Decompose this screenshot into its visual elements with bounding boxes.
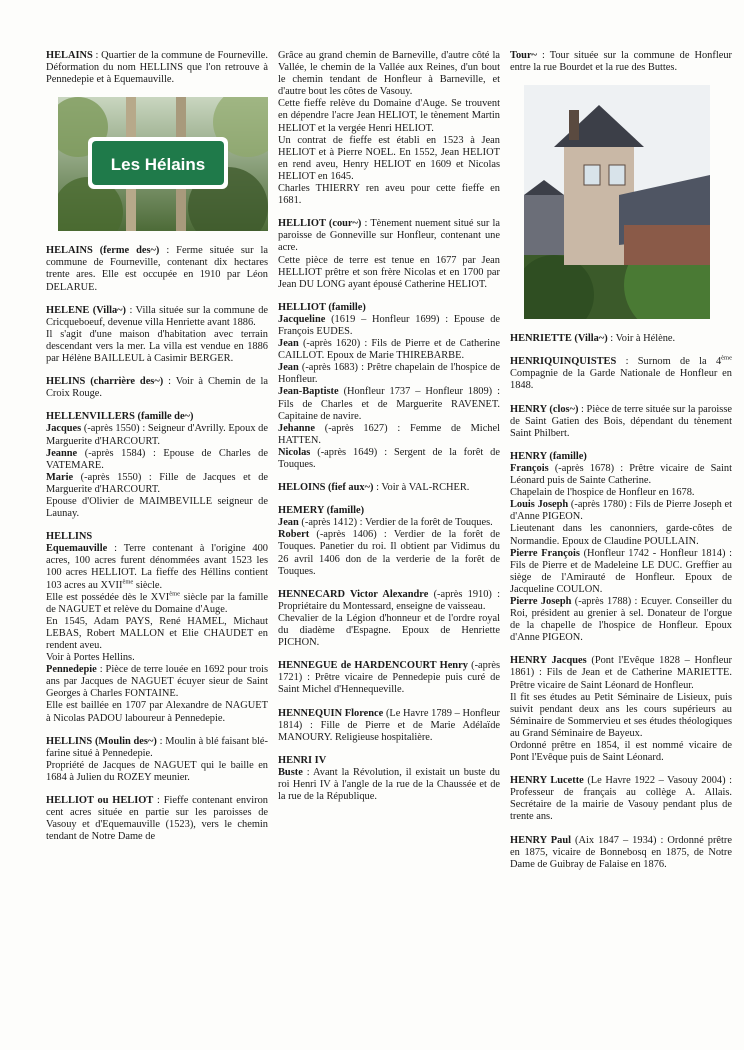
entry-text: Elle est possédée dès le XVI <box>46 591 170 603</box>
entry-hemery <box>278 505 500 578</box>
entry-text: : Pièce de terre située sur la paroisse de Saint Gatien des Bois, dépendant du tènement Saint Philbert. <box>510 403 732 439</box>
entry-text: (Aix 1847 – 1934) : Ordonné prêtre en 1875, vicaire de Bonnebosq en 1875, de Notre Dame de Guibray de Falaise en 1876. <box>510 834 732 870</box>
entry-henri-iv <box>278 755 500 803</box>
person-name: Jean <box>278 338 299 350</box>
entry-hennecard <box>278 589 500 649</box>
entry-text: Chapelain de l'hospice de Honfleur en 1678. <box>510 487 695 499</box>
place-name: Pennedepie <box>46 664 97 676</box>
sign-text: Les Hélains <box>110 155 206 175</box>
entry-hennequin <box>278 708 500 744</box>
person-name: Marie <box>46 471 74 483</box>
entry-heading: HENRI IV <box>278 754 327 766</box>
photo-tower-house <box>524 85 710 319</box>
entry-helins-charriere <box>46 376 268 400</box>
entry-text: (-après 1620) : Fils de Pierre et de Catherine CAILLOT. Epoux de Marie THIREBARBE. <box>278 338 500 362</box>
entry-heading: HELLINS <box>46 531 93 543</box>
tower-photo-illustration <box>524 85 710 319</box>
entry-heading: HELLIOT ou HELIOT <box>46 795 154 807</box>
entry-heading: HENNEGUE de HARDENCOURT Henry <box>278 660 468 672</box>
entry-text: (-après 1627) : Femme de Michel HATTEN. <box>278 422 500 446</box>
photo-les-helains-sign <box>58 97 268 231</box>
person-name: Jehanne <box>278 422 315 434</box>
entry-heading: HENRY (clos~) <box>510 403 579 415</box>
entry-text: (-après 1412) : Verdier de la forêt de Touques. <box>298 517 493 529</box>
entry-text: : Ferme située sur la commune de Fourneville, contenant dix hectares trente ares. Elle est occupée en 1910 par Léon DELARUE. <box>46 245 268 293</box>
entry-text: : Fieffe contenant environ cent acres située en partie sur les paroisses de Vasouy et d'Equemauville (1523), vers le chemin tendant de Notre Dame de <box>46 795 268 843</box>
column-3 <box>510 50 732 882</box>
entry-text: (-après 1584) : Epouse de Charles de VATEMARE. <box>46 447 268 471</box>
entry-henriette <box>510 333 732 345</box>
entry-text: (Honfleur 1737 – Honfleur 1809) : Fils de Charles et de Marguerite RAVENET. Capitaine de navire. <box>278 386 500 422</box>
entry-heading: HELLINS (Moulin des~) <box>46 735 157 747</box>
entry-hennegue <box>278 660 500 696</box>
person-name: Pierre Joseph <box>510 595 572 607</box>
entry-heading: HENRIQUINQUISTES <box>510 356 617 368</box>
entry-text: Grâce au grand chemin de Barneville, d'autre côté la Vallée, le chemin de la Vallée aux Reines, d'un bout le chemin tendant de Honfleur à Barneville, et d'autre bout les côtes de Vasouy. <box>278 50 500 98</box>
entry-text: siècle par la famille de NAGUET et relève du Domaine d'Auge. <box>46 591 268 615</box>
entry-text: Cette pièce de terre est tenue en 1677 par Jean HELLIOT prêtre et son frère Nicolas et en 1700 par Jean DU LONG ayant épousé Catherine HELIOT. <box>278 254 500 290</box>
entry-text: (-après 1683) : Prêtre chapelain de l'hospice de Honfleur. <box>278 362 500 386</box>
entry-henriquinquistes <box>510 356 732 392</box>
entry-heading: HELAINS (ferme des~) <box>46 245 160 257</box>
entry-text: (-après 1550) : Fille de Jacques et de Marguerite d'HARCOURT. <box>46 471 268 495</box>
entry-heading: HELINS (charrière des~) <box>46 376 164 388</box>
entry-tour <box>510 50 732 74</box>
entry-heloins <box>278 482 500 494</box>
entry-hellins <box>46 531 268 725</box>
sub-heading: Buste <box>278 766 303 778</box>
entry-henry-clos <box>510 404 732 440</box>
entry-text: (Pont l'Evêque 1828 – Honfleur 1861) : Fils de Jean et de Catherine MARIETTE. Prêtre vicaire de Saint Léonard de Honfleur. <box>510 655 732 691</box>
entry-heading: HEMERY (famille) <box>278 505 365 517</box>
entry-text: (1619 – Honfleur 1699) : Epouse de François EUDES. <box>278 313 500 337</box>
superscript: ème <box>169 590 181 598</box>
entry-text: : Voir à Chemin de la Croix Rouge. <box>46 376 269 400</box>
entry-hellenvillers <box>46 411 268 520</box>
place-name: Equemauville <box>46 543 108 555</box>
entry-text: (-après 1550) : Seigneur d'Avrilly. Epoux de Marguerite d'HARCOURT. <box>46 423 268 447</box>
entry-text: Propriété de Jacques de NAGUET qui le baille en 1684 à Julien du ROZEY meunier. <box>46 759 268 783</box>
entry-heading: HELENE (Villa~) <box>46 304 127 316</box>
entry-helene-villa <box>46 305 268 365</box>
entry-text: (Honfleur 1742 - Honfleur 1814) : Fils de Pierre et de Madeleine LE DUC. Greffier au siège de l'Amirauté de Honfleur. Epoux de Jacqueline COULON. <box>510 547 733 595</box>
entry-text: (-après 1788) : Ecuyer. Conseiller du Roi, président au grenier à sel. Donateur de l'orgue de la chapelle de l'hospice de Honfleur. Epoux d'Anne PIGEON. <box>510 595 732 644</box>
entry-heading: HELAINS <box>46 50 93 61</box>
entry-helliot-continued <box>278 50 500 207</box>
entry-henry-jacques <box>510 655 732 764</box>
column-1 <box>46 50 268 854</box>
entry-heading: HELLIOT (famille) <box>278 301 366 313</box>
entry-text: : Quartier de la commune de Fourneville. Déformation du nom HELLINS que l'on retrouve à Pennedepie et à Equemauville. <box>46 50 268 86</box>
person-name: François <box>510 462 549 474</box>
entry-helains-ferme <box>46 245 268 293</box>
entry-text: Voir à Portes Hellins. <box>46 652 135 664</box>
entry-text: (-après 1678) : Prêtre vicaire de Saint Léonard puis de Sainte Catherine. <box>510 462 732 487</box>
person-name: Robert <box>278 529 310 541</box>
entry-text: : Voir à Hélène. <box>607 333 676 345</box>
entry-text: : Terre contenant à l'origine 400 acres, 100 acres furent dénommées avant 1523 les 100 acres HELLIOT. La fieffe des Héllins contient 103 acres au XVII <box>46 543 268 591</box>
entry-heading: HENRY Jacques <box>510 655 587 667</box>
entry-text: Il s'agit d'une maison d'habitation avec terrain descendant vers la mer. La villa est vendue en 1886 par Hélène BAILLEUL à Casimir BERGER. <box>46 328 268 365</box>
superscript: ème <box>122 578 134 586</box>
entry-text: (-après 1721) : Prêtre vicaire de Pennedepie puis curé de Saint Michel d'Hennequeville. <box>278 660 500 696</box>
entry-text: (Le Havre 1789 – Honfleur 1814) : Fille de Pierre et de Marie Adélaïde MANOURY. Religieuse hospitalière. <box>278 707 500 743</box>
sign-photo-illustration <box>58 97 268 231</box>
entry-text: Chevalier de la Légion d'honneur et de l'ordre royal du diadème d'Espagne. Epoux de Henriette PICHON. <box>278 612 500 649</box>
entry-text: Lieutenant dans les canonniers, garde-côtes de Normandie. Epoux de Claudine POULLAIN. <box>510 523 732 547</box>
entry-text: siècle. <box>133 579 163 591</box>
entry-helliot-fieffe <box>46 795 268 843</box>
entry-heading: HELOINS (fief aux~) <box>278 482 374 494</box>
entry-text: (Le Havre 1922 – Vasouy 2004) : Professeur de français au collège A. Allais. Secrétaire de la mairie de Vasouy pendant plus de trente ans. <box>510 775 732 823</box>
entry-text: (-après 1406) : Verdier de la forêt de Touques. Panetier du roi. Il obtient par Vidimus du 26 avril 1406 don de la verderie de la forêt de Touques. <box>278 529 500 577</box>
entry-heading: HENRY Paul <box>510 834 572 846</box>
entry-text: Cette fieffe relève du Domaine d'Auge. Se trouvent en dépendre l'acre Jean HELIOT, le tènement Martin HELIOT et la vergée Henri HELIOT. <box>278 98 500 134</box>
entry-text: Elle est baillée en 1707 par Alexandre de NAGUET à Nicolas PADOU laboureur à Pennedepie. <box>46 700 268 724</box>
person-name: Louis Joseph <box>510 499 569 511</box>
entry-henry-paul <box>510 835 732 871</box>
person-name: Jacques <box>46 423 82 435</box>
entry-heading: HENNEQUIN Florence <box>278 707 384 719</box>
entry-text: : Tour située sur la commune de Honfleur entre la rue Bourdet et la rue des Buttes. <box>510 50 732 74</box>
entry-heading: HENRIETTE (Villa~) <box>510 333 608 345</box>
person-name: Jeanne <box>46 447 78 459</box>
entry-text: : Avant la Révolution, il existait un buste du roi Henri IV à l'angle de la rue de la Chaussée et de la rue de la République. <box>278 766 500 803</box>
entry-text: (-après 1910) : Propriétaire du Montessard, enseigne de vaisseau. <box>278 588 500 612</box>
superscript: ème <box>721 354 732 362</box>
entry-heading: HENRY (famille) <box>510 450 587 462</box>
entry-heading: Tour~ <box>510 50 537 61</box>
entry-helliot-famille <box>278 302 500 471</box>
person-name: Jean <box>278 362 299 374</box>
entry-text: (-après 1780) : Fils de Pierre Joseph et d'Anne PIGEON. <box>510 499 732 523</box>
person-name: Nicolas <box>278 446 311 458</box>
entry-heading: HENNECARD Victor Alexandre <box>278 588 429 600</box>
entry-heading: HELLIOT (cour~) <box>278 218 362 230</box>
entry-helliot-cour <box>278 218 500 291</box>
entry-text: En 1545, Adam PAYS, René HAMEL, Michaut LEBAS, Robert MALLON et Elie CHAUDET en rendent aveu. <box>46 615 268 651</box>
entry-text: : Voir à VAL-RCHER. <box>373 482 470 494</box>
entry-text: : Pièce de terre louée en 1692 pour trois ans par Jacques de NAGUET écuyer sieur de Saint Georges à Charles FONTAINE. <box>46 664 268 700</box>
entry-heading: HENRY Lucette <box>510 775 584 787</box>
entry-text: Ordonné prêtre en 1854, il est nommé vicaire de Pont l'Evêque puis de Saint Léonard. <box>510 740 732 764</box>
entry-text: (-après 1649) : Sergent de la forêt de Touques. <box>278 446 500 470</box>
person-name: Jean-Baptiste <box>278 386 339 398</box>
entry-text: Epouse d'Olivier de MAIMBEVILLE seigneur de Launay. <box>46 495 268 520</box>
entry-text: Charles THIERRY ren aveu pour cette fieffe en 1681. <box>278 183 500 207</box>
entry-text: : Surnom de la 4 <box>616 356 722 368</box>
entry-text: Il fit ses études au Petit Séminaire de Lisieux, puis suivit pendant deux ans les cours supérieurs au Séminaire de Sommervieu et ses études théologiques au Grand Séminaire de Bayeux. <box>510 691 732 739</box>
entry-text: : Moulin à blé faisant blé-farine situé à Pennedepie. <box>46 735 268 759</box>
person-name: Jacqueline <box>278 313 326 325</box>
entry-henry-famille <box>510 451 732 645</box>
entry-text: : Tènement nuement situé sur la paroisse de Gonneville sur Honfleur, contenant une acre. <box>278 218 500 254</box>
entry-text: Compagnie de la Garde Nationale de Honfleur en 1848. <box>510 368 732 392</box>
person-name: Pierre François <box>510 547 580 559</box>
entry-hellins-moulin <box>46 736 268 784</box>
entry-helains <box>46 50 268 86</box>
entry-text: : Villa située sur la commune de Cricqueboeuf, devenue villa Henriette avant 1886. <box>46 304 269 328</box>
person-name: Jean <box>278 517 299 529</box>
entry-heading: HELLENVILLERS (famille de~) <box>46 411 194 423</box>
entry-henry-lucette <box>510 775 732 823</box>
entry-text: Un contrat de fieffe est établi en 1523 à Jean HELIOT et à Pierre NOEL. En 1552, Jean HELIOT en rend aveu, Henry HELIOT en 1609 et Nicolas HELIOT en 1645. <box>278 134 500 182</box>
column-2 <box>278 50 500 814</box>
